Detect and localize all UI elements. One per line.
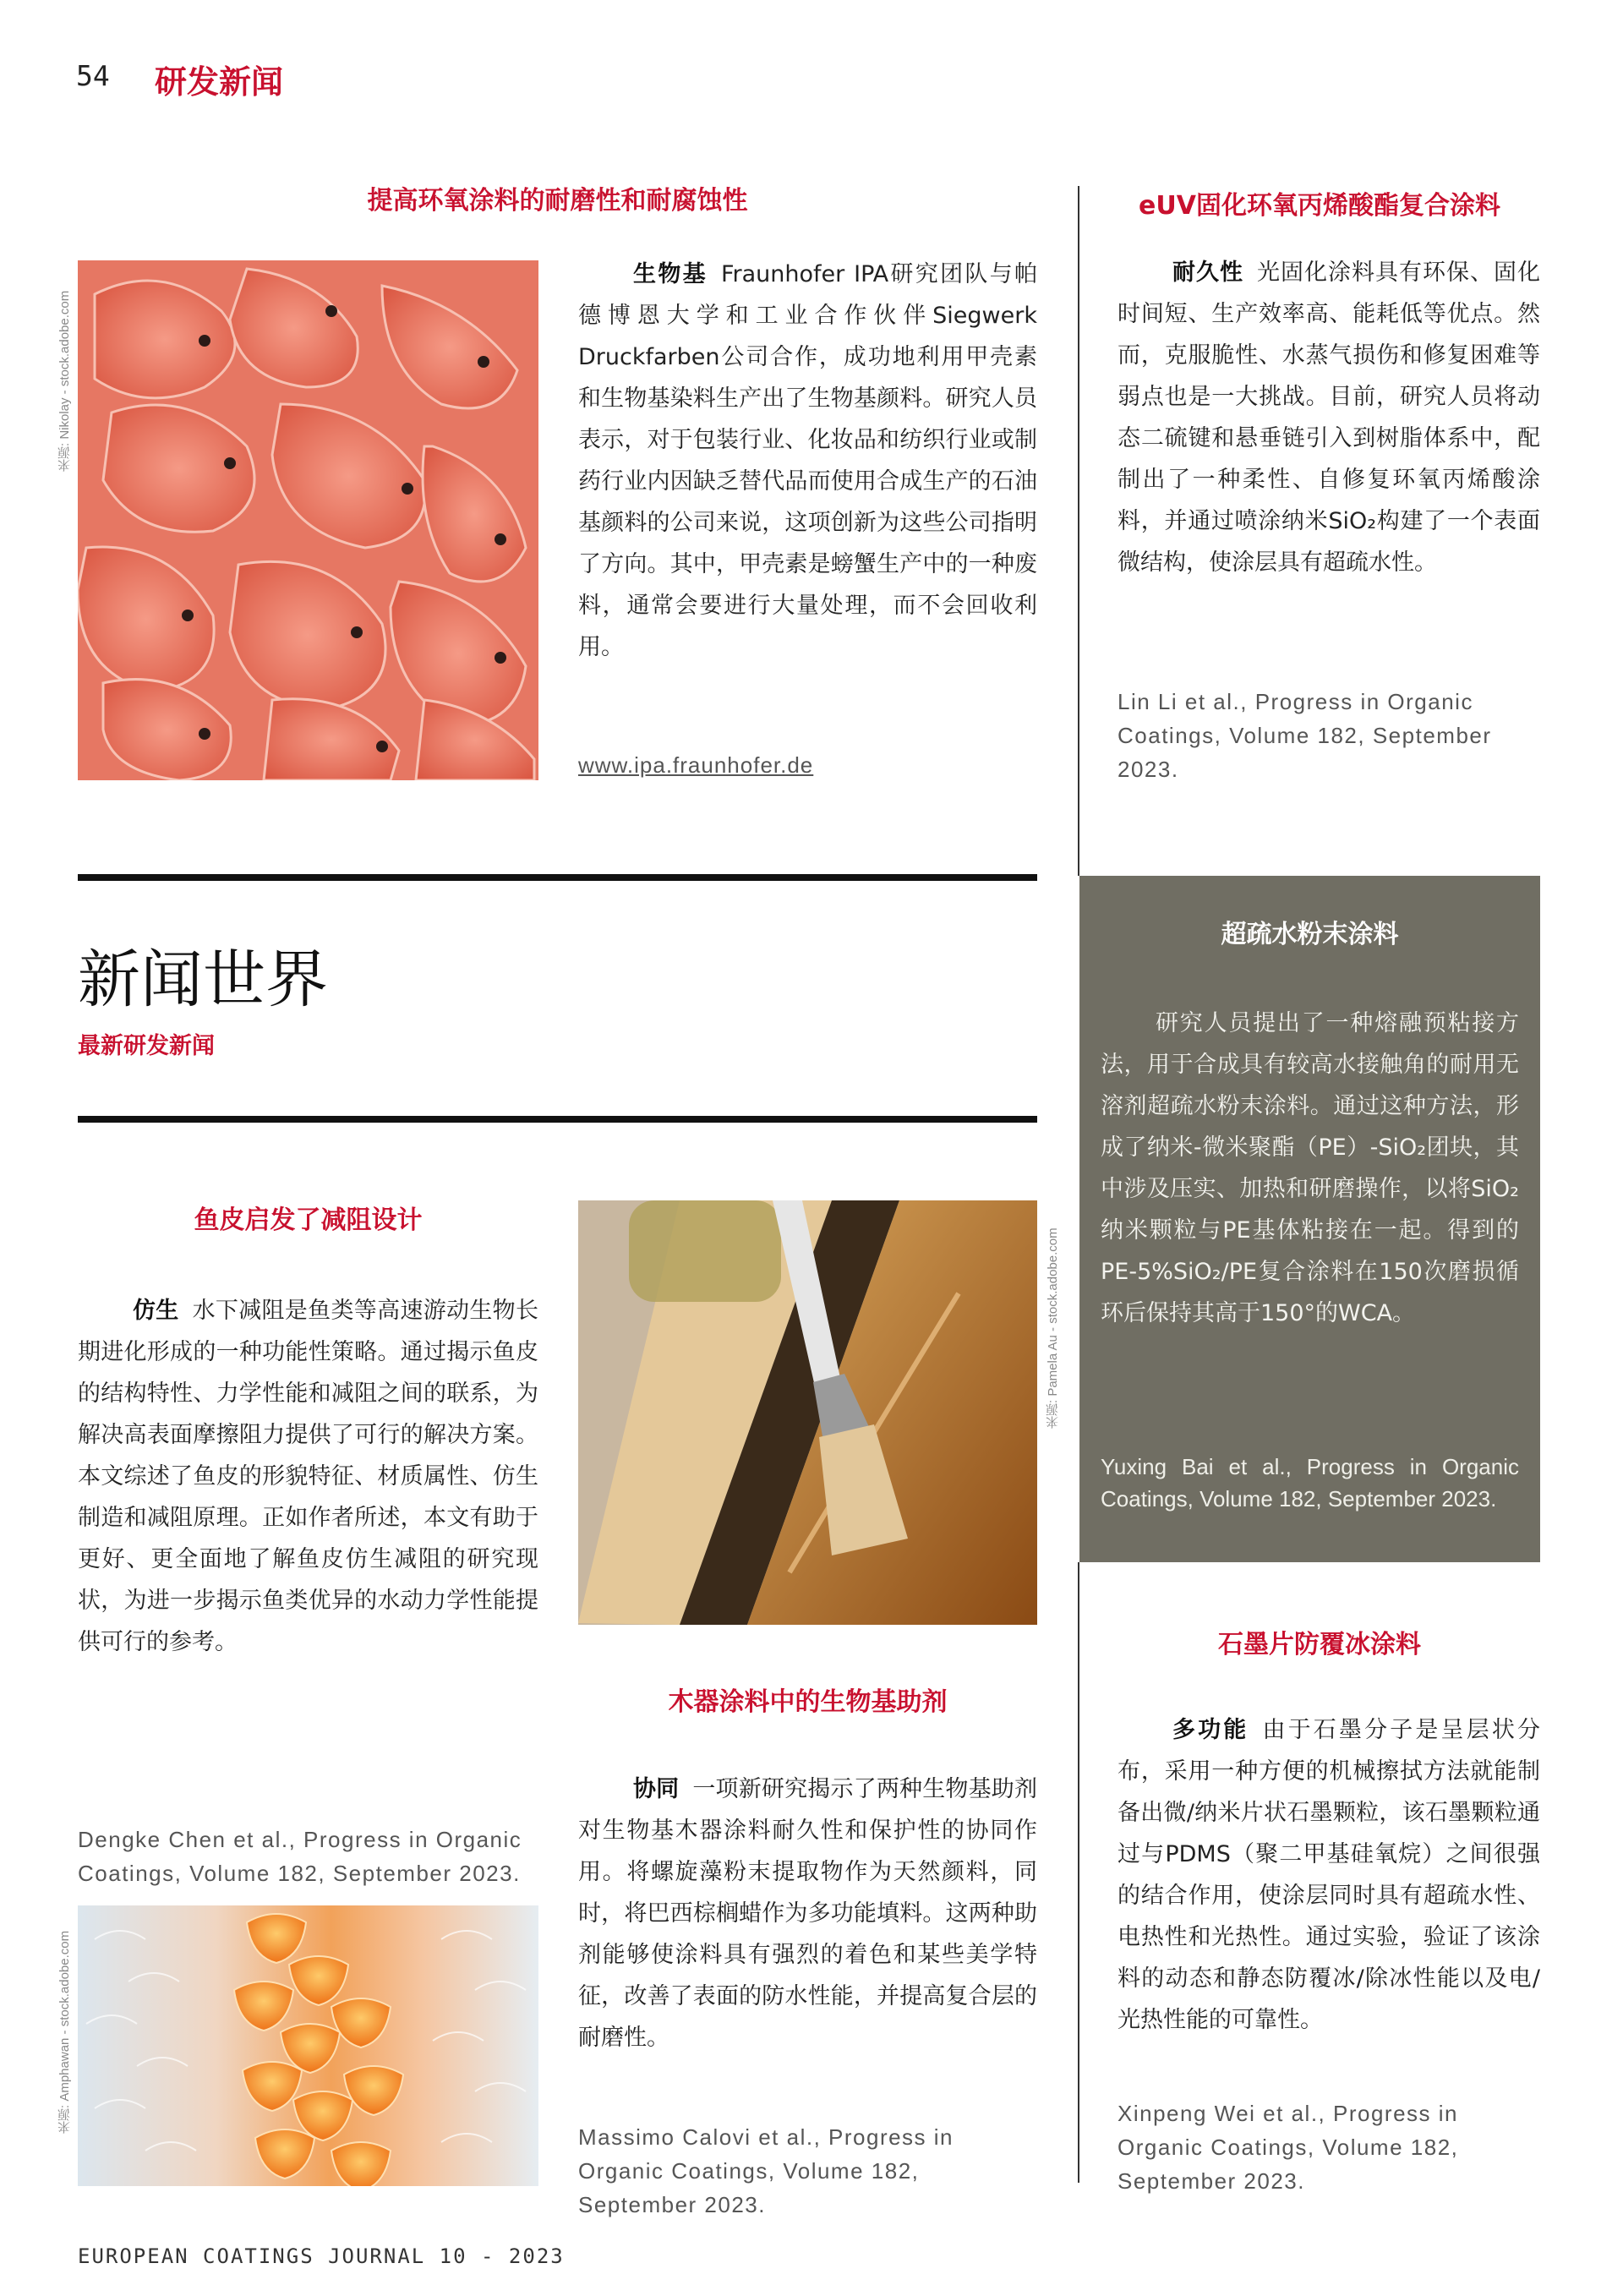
superhydrophobic-box [1079,876,1540,1562]
article1-lead: 生物基 [633,261,708,287]
shrimp-photo [78,260,538,780]
article5-body [578,1768,1037,2058]
article1-body [578,254,1037,668]
article2-body [1118,252,1540,583]
wood-photo-credit: 来源: Pamela Au - stock.adobe.com [1046,1227,1060,1429]
wood-brush-photo [578,1200,1037,1625]
article1-title: 提高环氧涂料的耐磨性和耐腐蚀性 [367,186,748,216]
article1-text: Fraunhofer IPA研究团队与帕德博恩大学和工业合作伙伴Siegwerk Druckfarben公司合作，成功地利用甲壳素和生物基染料生产出了生物基颜料。研究人员表示，对于包装行业、化妆品和纺织行业或制药行业内因缺乏替代品而使用合成生产的石油基颜料的公司来说，这项创新为这些公司指明了方向。其中，甲壳素是螃蟹生产中的一种废料，通常会要进行大量处理，而不会回收利用。 [578,261,1038,660]
article6-body [1118,1709,1540,2041]
article1-link[interactable]: www.ipa.fraunhofer.de [578,752,814,778]
article4-text: 水下减阻是鱼类等高速游动生物长期进化形成的一种功能性策略。通过揭示鱼皮的结构特性、力学性能和减阻之间的联系，为解决高表面摩擦阻力提供了可行的解决方案。本文综述了鱼皮的形貌特征、材质属性、仿生制造和减阻原理。正如作者所述，本文有助于更好、更全面地了解鱼皮仿生减阻的研究现状，为进一步揭示鱼类优异的水动力学性能提供可行的参考。 [78,1298,538,1655]
article2-text: 光固化涂料具有环保、固化时间短、生产效率高、能耗低等优点。然而，克服脆性、水蒸气损伤和修复困难等弱点也是一大挑战。目前，研究人员将动态二硫键和悬垂链引入到树脂体系中，配制出了一种柔性、自修复环氧丙烯酸涂料，并通过喷涂纳米SiO₂构建了一个表面微结构，使涂层具有超疏水性。 [1118,260,1540,576]
news-world-title: 新闻世界 [78,943,328,1016]
article4-reference: Dengke Chen et al., Progress in Organic Coatings, Volume 182, September 2023. [78,1827,522,1886]
section-title: 研发新闻 [155,63,284,101]
page-number: 54 [76,59,110,92]
article6-text: 由于石墨分子是呈层状分布，采用一种方便的机械擦拭方法就能制备出微/纳米片状石墨颗粒，该石墨颗粒通过与PDMS（聚二甲基硅氧烷）之间很强的结合作用，使涂层同时具有超疏水性、电热性和光热性。通过实验，验证了该涂料的动态和静态防覆冰/除冰性能以及电/光热性能的可靠性。 [1118,1717,1541,2033]
article6-title: 石墨片防覆冰涂料 [1218,1630,1421,1659]
article5-lead: 协同 [633,1776,680,1802]
article4-title: 鱼皮启发了减阻设计 [194,1205,423,1235]
column-divider-bottom [1078,1562,1079,2183]
article6-reference: Xinpeng Wei et al., Progress in Organic Coatings, Volume 182, September 2023. [1118,2101,1459,2194]
article5-reference: Massimo Calovi et al., Progress in Organic Coatings, Volume 182, September 2023. [578,2124,954,2217]
article2-title: eUV固化环氧丙烯酸酯复合涂料 [1139,191,1500,221]
fish-scale-photo [78,1905,538,2186]
article3-title: 超疏水粉末涂料 [1221,920,1399,949]
article3-reference: Yuxing Bai et al., Progress in Organic Coatings, Volume 182, September 2023. [1101,1454,1519,1512]
article3-body: 研究人员提出了一种熔融预粘接方法，用于合成具有较高水接触角的耐用无溶剂超疏水粉末涂料。通过这种方法，形成了纳米-微米聚酯（PE）-SiO₂团块，其中涉及压实、加热和研磨操作，以将SiO₂纳米颗粒与PE基体粘接在一起。得到的PE-5%SiO₂/PE复合涂料在150次磨损循环后保持其高于150°的WCA。 [1101,1010,1519,1326]
fish-photo-credit: 来源: Amphawan - stock.adobe.com [57,1930,72,2134]
article4-body [78,1290,538,1663]
article4-lead: 仿生 [133,1298,179,1324]
article2-reference: Lin Li et al., Progress in Organic Coatings, Volume 182, September 2023. [1118,689,1492,782]
column-divider-top [1078,186,1079,876]
article2-lead: 耐久性 [1172,260,1243,286]
bottom-rule [78,1116,1037,1123]
article5-text: 一项新研究揭示了两种生物基助剂对生物基木器涂料耐久性和保护性的协同作用。将螺旋藻粉末提取物作为天然颜料，同时，将巴西棕榈蜡作为多功能填料。这两种助剂能够使涂料具有强烈的着色和某些美学特征，改善了表面的防水性能，并提高复合层的耐磨性。 [578,1776,1037,2051]
article5-title: 木器涂料中的生物基助剂 [668,1687,948,1717]
shrimp-photo-credit: 来源: Nikolay - stock.adobe.com [57,290,72,472]
news-world-subtitle: 最新研发新闻 [78,1033,215,1059]
footer-journal: EUROPEAN COATINGS JOURNAL 10 - 2023 [78,2244,565,2268]
top-rule [78,874,1037,881]
article6-lead: 多功能 [1172,1717,1249,1743]
